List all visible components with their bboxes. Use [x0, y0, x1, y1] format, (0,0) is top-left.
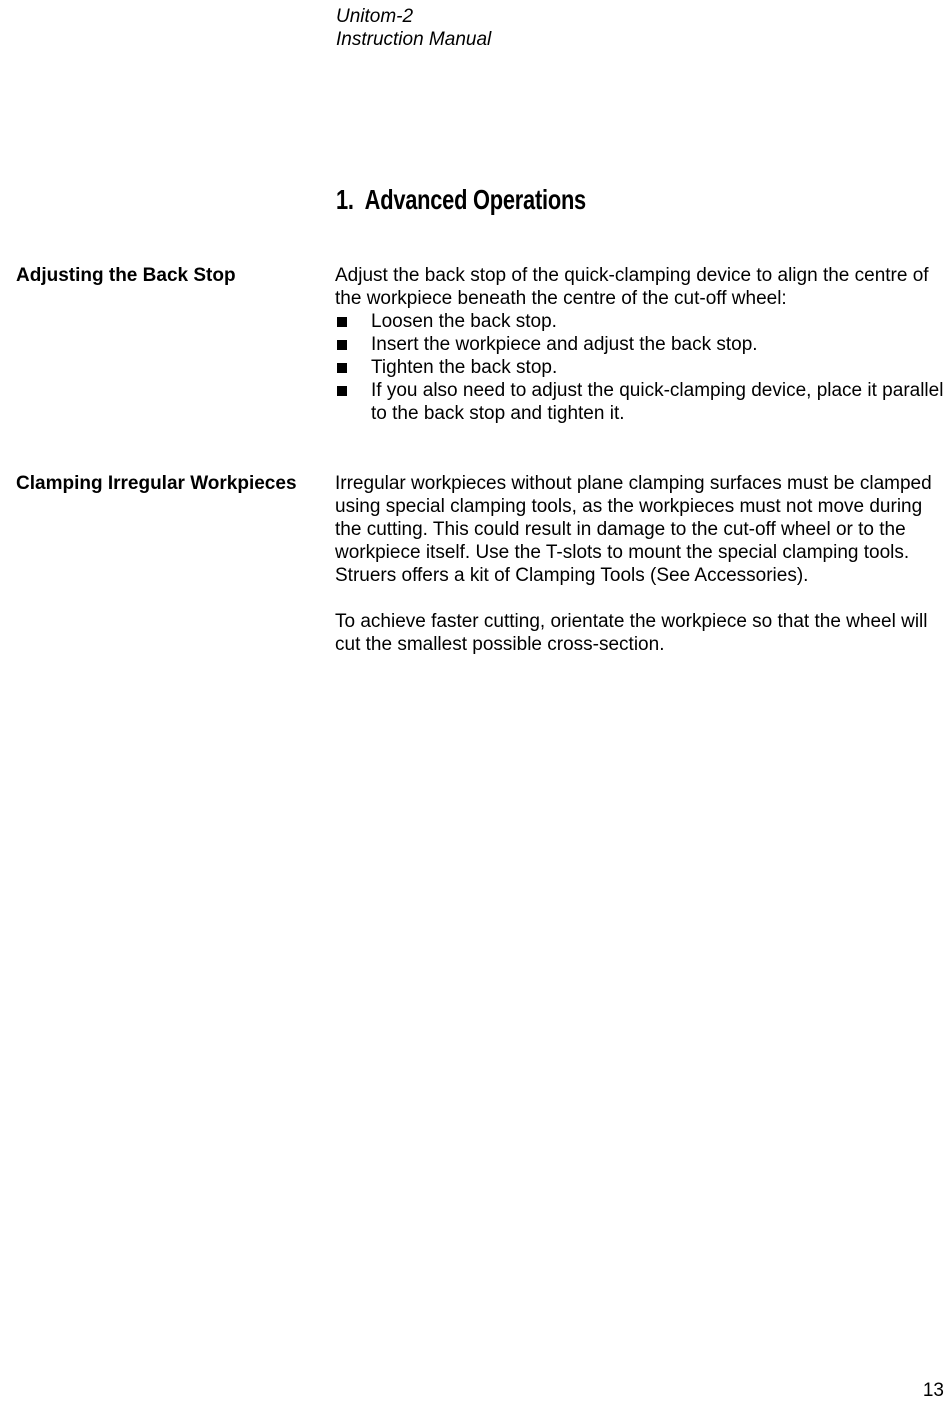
body-paragraph: Irregular workpieces without plane clamping surfaces must be clamped using special clamping tools, as the workpieces must not move during the cutting. This could result in damage to the cut-off wheel or to the workpiece itself. Use the T-slots to mount the special clamping tools. Struers offers a kit of Clamping Tools (See Accessories).	[335, 473, 932, 586]
bullet-text: Insert the workpiece and adjust the back stop.	[371, 334, 758, 355]
bullet-text: Tighten the back stop.	[371, 357, 558, 378]
section-heading: Clamping Irregular Workpieces	[16, 473, 297, 494]
header-product-name: Unitom-2	[336, 6, 414, 27]
bullet-item	[335, 310, 947, 333]
bullet-item	[335, 356, 947, 379]
bullet-text: If you also need to adjust the quick-clamping device, place it parallel to the back stop and tighten it.	[371, 380, 944, 424]
bullet-item	[335, 333, 947, 356]
square-bullet-icon	[337, 340, 347, 350]
bullet-item	[335, 379, 947, 425]
chapter-title-text: Advanced Operations	[364, 184, 586, 215]
chapter-number: 1.	[336, 184, 354, 215]
square-bullet-icon	[337, 363, 347, 373]
bullet-text: Loosen the back stop.	[371, 311, 557, 332]
section-intro-paragraph: Adjust the back stop of the quick-clamping device to align the centre of the workpiece beneath the centre of the cut-off wheel:	[335, 265, 929, 309]
bullet-list	[335, 310, 947, 425]
page-number: 13	[922, 1380, 944, 1401]
body-paragraph: To achieve faster cutting, orientate the workpiece so that the wheel will cut the smallest possible cross-section.	[335, 611, 928, 655]
header-document-name: Instruction Manual	[336, 29, 492, 50]
running-header	[336, 5, 491, 51]
section-body	[335, 472, 947, 656]
section-body	[335, 264, 947, 425]
square-bullet-icon	[337, 386, 347, 396]
chapter-title	[336, 180, 586, 220]
section-heading: Adjusting the Back Stop	[16, 265, 236, 286]
square-bullet-icon	[337, 317, 347, 327]
